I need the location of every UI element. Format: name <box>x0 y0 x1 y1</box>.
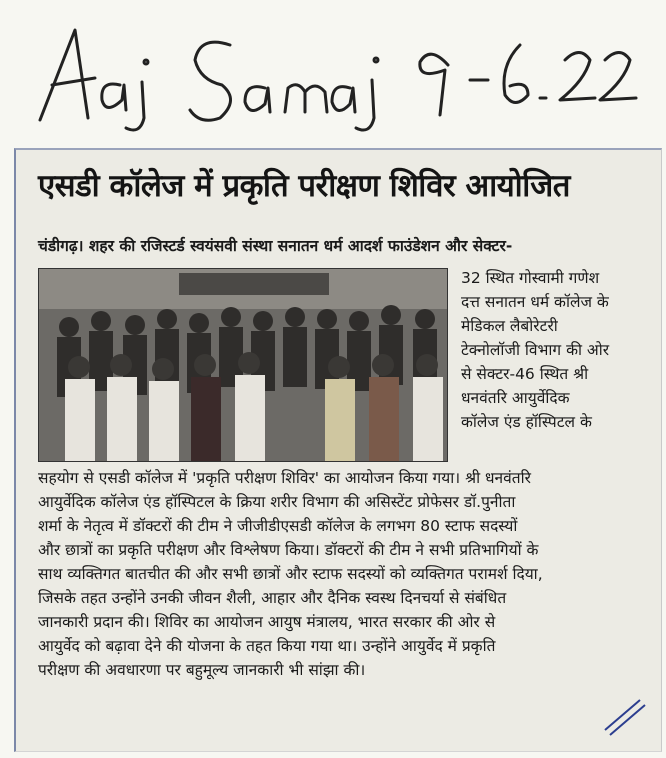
handwritten-note <box>0 0 666 140</box>
article-line-7: धनवंतरि आयुर्वेदिक <box>461 389 570 407</box>
article-line-9: सहयोग से एसडी कॉलेज में 'प्रकृति परीक्षण शिविर' का आयोजन किया गया। श्री धनवंतरि <box>38 469 531 487</box>
article-line-17: परीक्षण की अवधारणा पर बहुमूल्य जानकारी भी सांझा की। <box>38 661 366 679</box>
pen-mark-icon <box>600 690 650 740</box>
article-line-1: चंडीगढ़। शहर की रजिस्टर्ड स्वयंसवी संस्था सनातन धर्म आदर्श फाउंडेशन और सेक्टर- <box>38 237 513 255</box>
article-line-10: आयुर्वेदिक कॉलेज एंड हॉस्पिटल के क्रिया शरीर विभाग की असिस्टेंट प्रोफेसर डॉ.पुनीता <box>38 493 516 511</box>
article-headline: एसडी कॉलेज में प्रकृति परीक्षण शिविर आयोजित <box>38 168 570 204</box>
article-line-13: साथ व्यक्तिगत बातचीत की और सभी छात्रों और स्टाफ सदस्यों को व्यक्तिगत परामर्श दिया, <box>38 565 543 583</box>
article-line-11: शर्मा के नेतृत्व में डॉक्टरों की टीम ने जीजीडीएसडी कॉलेज के लगभग 80 स्टाफ सदस्यों <box>38 517 518 535</box>
article-line-2: 32 स्थित गोस्वामी गणेश <box>461 269 600 287</box>
article-line-8: कॉलेज एंड हॉस्पिटल के <box>461 413 592 431</box>
newspaper-clipping <box>14 148 662 752</box>
group-photo <box>38 268 448 462</box>
article-line-3: दत्त सनातन धर्म कॉलेज के <box>461 293 609 311</box>
article-line-4: मेडिकल लैबोरेटरी <box>461 317 558 335</box>
article-line-14: जिसके तहत उन्होंने उनकी जीवन शैली, आहार और दैनिक स्वस्थ दिनचर्या से संबंधित <box>38 589 507 607</box>
article-line-12: और छात्रों का प्रकृति परीक्षण और विश्लेषण किया। डॉक्टरों की टीम ने सभी प्रतिभागियों के <box>38 541 539 559</box>
article-line-5: टेक्नोलॉजी विभाग की ओर <box>461 341 610 359</box>
group-photo-icon <box>39 269 447 461</box>
article-line-15: जानकारी प्रदान की। शिविर का आयोजन आयुष मंत्रालय, भारत सरकार की ओर से <box>38 613 496 631</box>
article-line-16: आयुर्वेद को बढ़ावा देने की योजना के तहत किया गया था। उन्होंने आयुर्वेद में प्रकृति <box>38 637 496 655</box>
article-line-6: से सेक्टर-46 स्थित श्री <box>461 365 589 383</box>
handwritten-annotation <box>0 0 666 140</box>
